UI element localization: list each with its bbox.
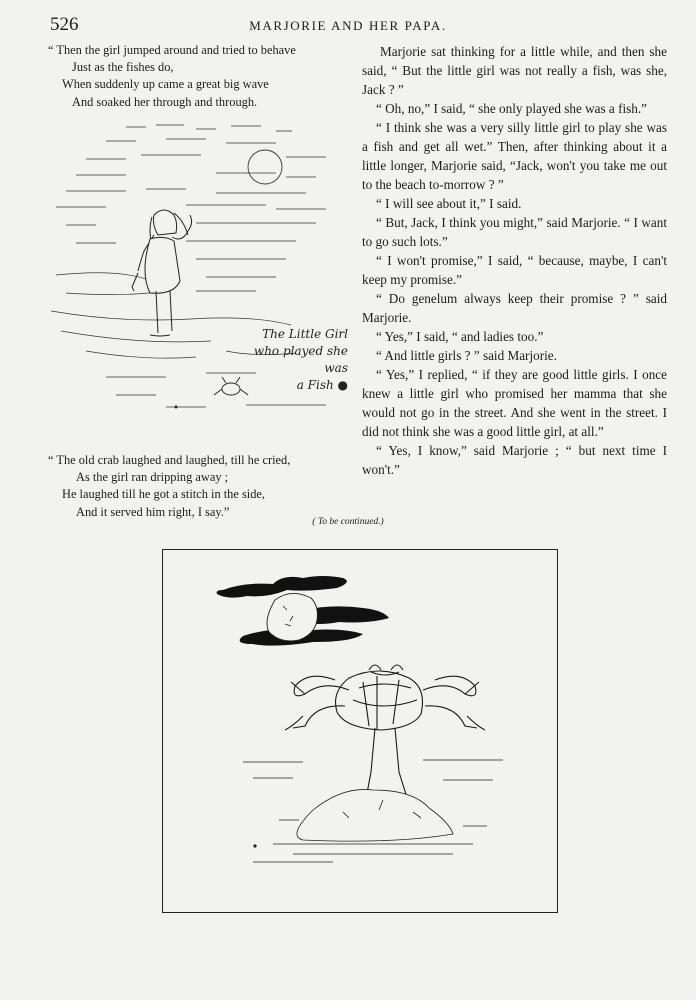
verse-top <box>48 42 296 111</box>
paragraph: “ I won't promise,” I said, “ because, maybe, I can't keep my promise.” <box>362 253 667 287</box>
paragraph: “ Yes,” I said, “ and ladies too.” <box>376 329 544 344</box>
paragraph: “ Oh, no,” I said, “ she only played she was a fish.” <box>376 101 648 116</box>
verse-line: When suddenly up came a great big wave <box>62 77 269 92</box>
paragraph: “ But, Jack, I think you might,” said Marjorie. “ I want to go such lots.” <box>362 215 667 249</box>
verse-line: And soaked her through and through. <box>72 94 258 109</box>
illustration-caption <box>230 326 348 394</box>
verse-bottom <box>48 452 290 521</box>
caption-line: a Fish ● <box>296 378 348 392</box>
crab-plate <box>162 549 558 913</box>
caption-line: who played she was <box>253 344 348 375</box>
paragraph: “ I think she was a very silly little girl to play she was a fish and get all wet.” Then, after thinking about it a little longer, Marjorie said, “Jack, won't you take me out to the beach to-morrow ? ” <box>362 120 667 192</box>
crab-moon-drawing <box>163 550 557 912</box>
verse-line: As the girl ran dripping away ; <box>76 470 229 485</box>
paragraph: Marjorie sat thinking for a little while, and then she said, “ But the little girl was not really a fish, was she, Jack ? ” <box>362 44 667 97</box>
page-number: 526 <box>50 14 79 35</box>
prose-column <box>362 42 667 479</box>
verse-line: Just as the fishes do, <box>72 60 174 75</box>
verse-line: “ Then the girl jumped around and tried to behave <box>48 43 296 57</box>
paragraph: “ Yes, I know,” said Marjorie ; “ but next time I won't.” <box>362 443 667 477</box>
running-head: MARJORIE AND HER PAPA. <box>249 18 447 33</box>
paragraph: “ Yes,” I replied, “ if they are good little girls. I once knew a little girl who promised her mamma that she would not go in the street. And she went in the street. I did not think she was a good little girl, at all.” <box>362 367 667 439</box>
verse-line: He laughed till he got a stitch in the side, <box>62 487 266 502</box>
verse-line: And it served him right, I say.” <box>76 504 230 519</box>
paragraph: “ And little girls ? ” said Marjorie. <box>376 348 557 363</box>
verse-line: “ The old crab laughed and laughed, till he cried, <box>48 453 291 467</box>
paragraph: “ Do genelum always keep their promise ? ” said Marjorie. <box>362 291 667 325</box>
paragraph: “ I will see about it,” I said. <box>376 196 522 211</box>
caption-line: The Little Girl <box>262 327 348 341</box>
to-be-continued: ( To be continued.) <box>312 517 384 527</box>
